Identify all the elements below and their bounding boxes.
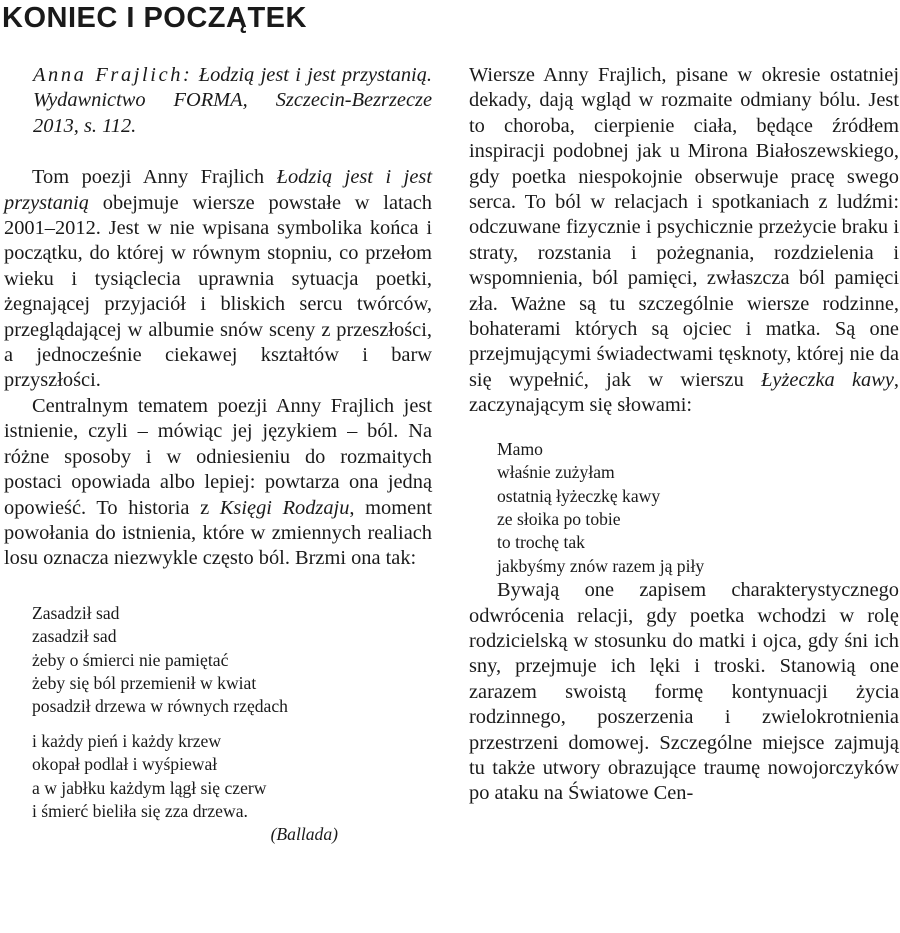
article-title: KONIEC I POCZĄTEK — [2, 2, 307, 34]
poem-line: to trochę tak — [497, 532, 585, 553]
poem-line: posadził drzewa w równych rzędach — [32, 696, 288, 717]
poem-line: ostatnią łyżeczkę kawy — [497, 485, 661, 506]
paragraph: Bywają one zapisem charakterystycznego odwrócenia relacji, gdy poetka wchodzi w rolę rodzicielską w stosunku do matki i ojca, gdy śni ich sny, przejmuje ich lęki i troski. Stanowią one zarazem swoistą formę kontynuacji życia rodzinnego, poszerzenia i zwielokrotnienia przestrzeni domowej. Szczególne miejsce zajmują tu także utwory obrazujące traumę nowojorczyków po ataku na Światowe Cen- — [469, 579, 899, 805]
poem-quote-lyzeczka-kawy — [497, 438, 899, 578]
poem-line: właśnie zużyłam — [497, 462, 615, 483]
book-author: Anna Frajlich: — [33, 64, 193, 86]
right-column — [469, 63, 899, 807]
poem-quote-ballada — [32, 602, 432, 847]
poem-line: żeby się ból przemienił w kwiat — [32, 672, 257, 693]
paragraph: Wiersze Anny Frajlich, pisane w okresie ostatniej dekady, dają wgląd w rozmaite odmiany bólu. Jest to choroba, cierpienie ciała, będące źródłem inspiracji podobnej jak u Mirona Białoszewskiego, gdy poetka niespokojnie obserwuje pracę swego serca. To ból w relacjach i spotkaniach z ludźmi: odczuwane fizycznie i psychicznie przeżycie braku i straty, rozstania i pożegnania, rozdzielenia i wspomnienia, ból pamięci, zwłaszcza ból pamięci zła. Ważne są tu szczególnie wiersze rodzinne, bohaterami których są ojciec i matka. Są one przejmującymi świadectwami tęsknoty, której nie da się wypełnić, jak w wierszu Łyżeczka kawy, zaczynającym się słowami: — [469, 64, 899, 417]
poem-source: (Ballada) — [270, 824, 338, 845]
poem-stanza — [32, 730, 432, 824]
poem-line: a w jabłku każdym lągł się czerw — [32, 777, 267, 798]
paragraph: Tom poezji Anny Frajlich Łodzią jest i jest przystanią obejmuje wiersze powstałe w latach 2001–2012. Jest w nie wpisana symbolika końca i początku, do której w równym stopniu, co przełom wieku i tysiąclecia uprawnia sytuacja poetki, żegnającej przyjaciół i bliskich sercu twórców, przeglądającej w albumie snów sceny z przeszłości, a jednocześnie ciekawej kształtów i barw przyszłości. — [4, 166, 432, 392]
poem-line: jakbyśmy znów razem ją piły — [497, 555, 705, 576]
poem-line: ze słoika po tobie — [497, 508, 621, 529]
bibliographic-note — [4, 63, 432, 139]
work-title-mention: Księgi Rodzaju — [219, 496, 350, 519]
book-title: Łodzią jest i jest przystanią. — [198, 64, 432, 86]
book-publisher: Wydawnictwo FORMA, Szczecin-Bezrzecze 2013, s. 112. — [33, 89, 432, 137]
poem-line: i śmierć bieliła się zza drzewa. — [32, 800, 248, 821]
poem-stanza — [32, 602, 432, 719]
poem-line: okopał podlał i wyśpiewał — [32, 754, 218, 775]
book-title-mention: Łodzią jest i jest przystanią — [4, 166, 432, 214]
poem-title-mention: Łyżeczka kawy — [761, 368, 894, 391]
poem-line: Mamo — [497, 438, 543, 459]
poem-line: zasadził sad — [32, 626, 117, 647]
poem-line: i każdy pień i każdy krzew — [32, 730, 222, 751]
poem-line: Zasadził sad — [32, 602, 120, 623]
paragraph: Centralnym tematem poezji Anny Frajlich jest istnienie, czyli – mówiąc jej językiem – ból. Na różne sposoby i w odniesieniu do rozmaitych postaci opowiada albo lepiej: powtarza ona jedną opowieść. To historia z Księgi Rodzaju, moment powołania do istnienia, które w zmiennych realiach losu oznacza niezwykle często ból. Brzmi ona tak: — [4, 394, 433, 570]
poem-line: żeby o śmierci nie pamiętać — [32, 649, 229, 670]
left-column — [4, 63, 432, 847]
